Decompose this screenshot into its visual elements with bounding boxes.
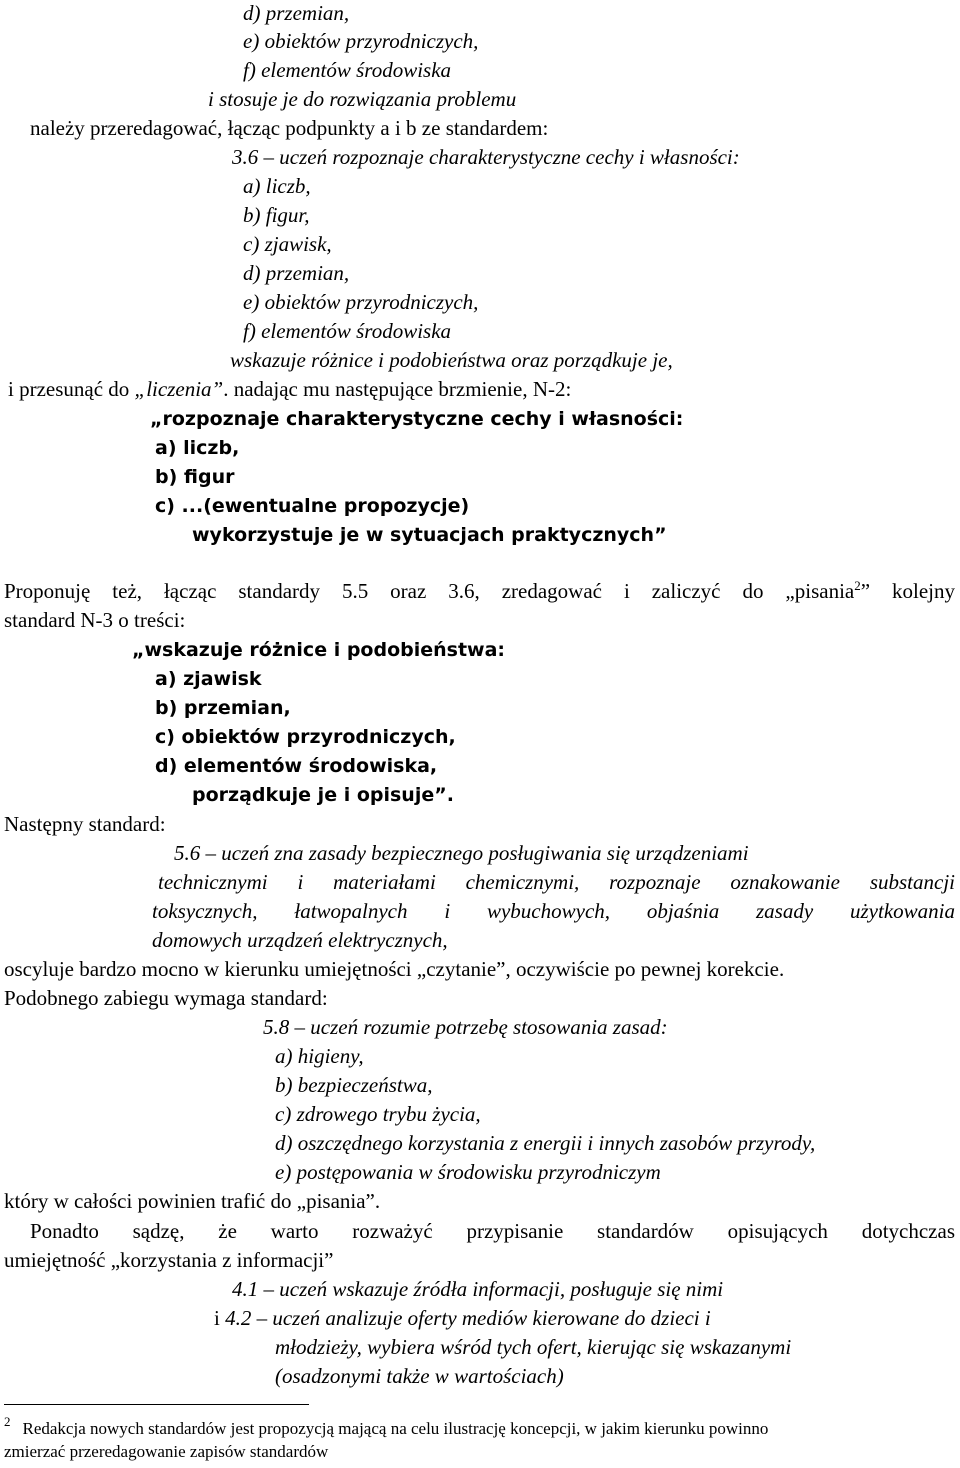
list-item-tail: wykorzystuje je w sytuacjach praktycznych” bbox=[192, 524, 667, 546]
standard-heading: „wskazuje różnice i podobieństwa: bbox=[132, 639, 506, 661]
list-item: a) zjawisk bbox=[155, 668, 262, 690]
footnote-text: zmierzać przeredagowanie zapisów standardów bbox=[4, 1442, 329, 1461]
list-item: c) zjawisk, bbox=[243, 232, 332, 256]
list-item: e) obiektów przyrodniczych, bbox=[243, 29, 479, 53]
paragraph: Następny standard: bbox=[4, 812, 166, 836]
paragraph: standard N-3 o treści: bbox=[4, 608, 186, 632]
conjunction: i bbox=[214, 1306, 226, 1330]
text-run: . nadając mu następujące brzmienie, N-2: bbox=[223, 377, 572, 401]
standard-text: domowych urządzeń elektrycznych, bbox=[152, 928, 448, 952]
standard-heading: 5.6 – uczeń zna zasady bezpiecznego posługiwania się urządzeniami bbox=[174, 841, 749, 865]
text-run: Proponuję też, łącząc standardy 5.5 oraz 3.6, zredagować i zaliczyć do „pisania bbox=[4, 579, 855, 603]
text-run: i przesunąć do bbox=[8, 377, 135, 401]
footnote-ref[interactable]: 2 bbox=[854, 578, 861, 593]
list-item-tail: i stosuje je do rozwiązania problemu bbox=[208, 87, 517, 111]
list-item: b) figur, bbox=[243, 203, 310, 227]
paragraph: Podobnego zabiegu wymaga standard: bbox=[4, 986, 328, 1010]
list-item: b) bezpieczeństwa, bbox=[275, 1073, 433, 1097]
paragraph bbox=[8, 376, 571, 402]
list-item: d) przemian, bbox=[243, 261, 350, 285]
text-run: 4.2 – uczeń analizuje oferty mediów kierowane do dzieci i bbox=[225, 1306, 711, 1330]
footnote-text: Redakcja nowych standardów jest propozycją mającą na celu ilustrację koncepcji, w jakim kierunku powinno bbox=[22, 1419, 769, 1438]
standard-text: młodzieży, wybiera wśród tych ofert, kierując się wskazanymi bbox=[275, 1335, 792, 1359]
list-item: e) obiektów przyrodniczych, bbox=[243, 290, 479, 314]
standard-heading: 5.8 – uczeń rozumie potrzebę stosowania zasad: bbox=[263, 1015, 668, 1039]
paragraph: umiejętność „korzystania z informacji” bbox=[4, 1248, 334, 1272]
list-item: a) liczb, bbox=[243, 174, 311, 198]
paragraph: Ponadto sądzę, że warto rozważyć przypisanie standardów opisujących dotychczas bbox=[30, 1219, 955, 1243]
list-item: c) obiektów przyrodniczych, bbox=[155, 726, 456, 748]
text-run: ” kolejny bbox=[860, 579, 956, 603]
standard-text: (osadzonymi także w wartościach) bbox=[275, 1364, 564, 1388]
list-item-tail: porządkuje je i opisuje”. bbox=[192, 784, 454, 806]
list-item: f) elementów środowiska bbox=[243, 319, 452, 343]
list-item: d) elementów środowiska, bbox=[155, 755, 438, 777]
standard-text: toksycznych, łatwopalnych i wybuchowych, objaśnia zasady użytkowania bbox=[152, 899, 955, 923]
footnote-divider bbox=[4, 1404, 309, 1405]
paragraph: który w całości powinien trafić do „pisania”. bbox=[4, 1189, 381, 1213]
paragraph bbox=[4, 578, 955, 604]
standard-heading: 3.6 – uczeń rozpoznaje charakterystyczne cechy i własności: bbox=[232, 145, 740, 169]
list-item: d) przemian, bbox=[243, 1, 350, 25]
paragraph: należy przeredagować, łącząc podpunkty a i b ze standardem: bbox=[30, 116, 549, 140]
quoted-term: „liczenia” bbox=[134, 377, 224, 401]
footnote-number: 2 bbox=[4, 1414, 11, 1429]
list-item-tail: wskazuje różnice i podobieństwa oraz porządkuje je, bbox=[230, 348, 673, 372]
footnote bbox=[4, 1414, 769, 1440]
standard-heading bbox=[214, 1305, 711, 1331]
list-item: c) zdrowego trybu życia, bbox=[275, 1102, 481, 1126]
list-item: e) postępowania w środowisku przyrodniczym bbox=[275, 1160, 661, 1184]
list-item: a) higieny, bbox=[275, 1044, 364, 1068]
list-item: d) oszczędnego korzystania z energii i innych zasobów przyrody, bbox=[275, 1131, 816, 1155]
paragraph: oscyluje bardzo mocno w kierunku umiejętności „czytanie”, oczywiście po pewnej korekcie. bbox=[4, 957, 785, 981]
list-item: a) liczb, bbox=[155, 437, 240, 459]
standard-heading: „rozpoznaje charakterystyczne cechy i własności: bbox=[150, 408, 684, 430]
standard-heading: 4.1 – uczeń wskazuje źródła informacji, posługuje się nimi bbox=[232, 1277, 724, 1301]
standard-text: technicznymi i materiałami chemicznymi, rozpoznaje oznakowanie substancji bbox=[158, 870, 955, 894]
list-item: f) elementów środowiska bbox=[243, 58, 452, 82]
list-item: c) ...(ewentualne propozycje) bbox=[155, 495, 470, 517]
list-item: b) figur bbox=[155, 466, 235, 488]
list-item: b) przemian, bbox=[155, 697, 291, 719]
